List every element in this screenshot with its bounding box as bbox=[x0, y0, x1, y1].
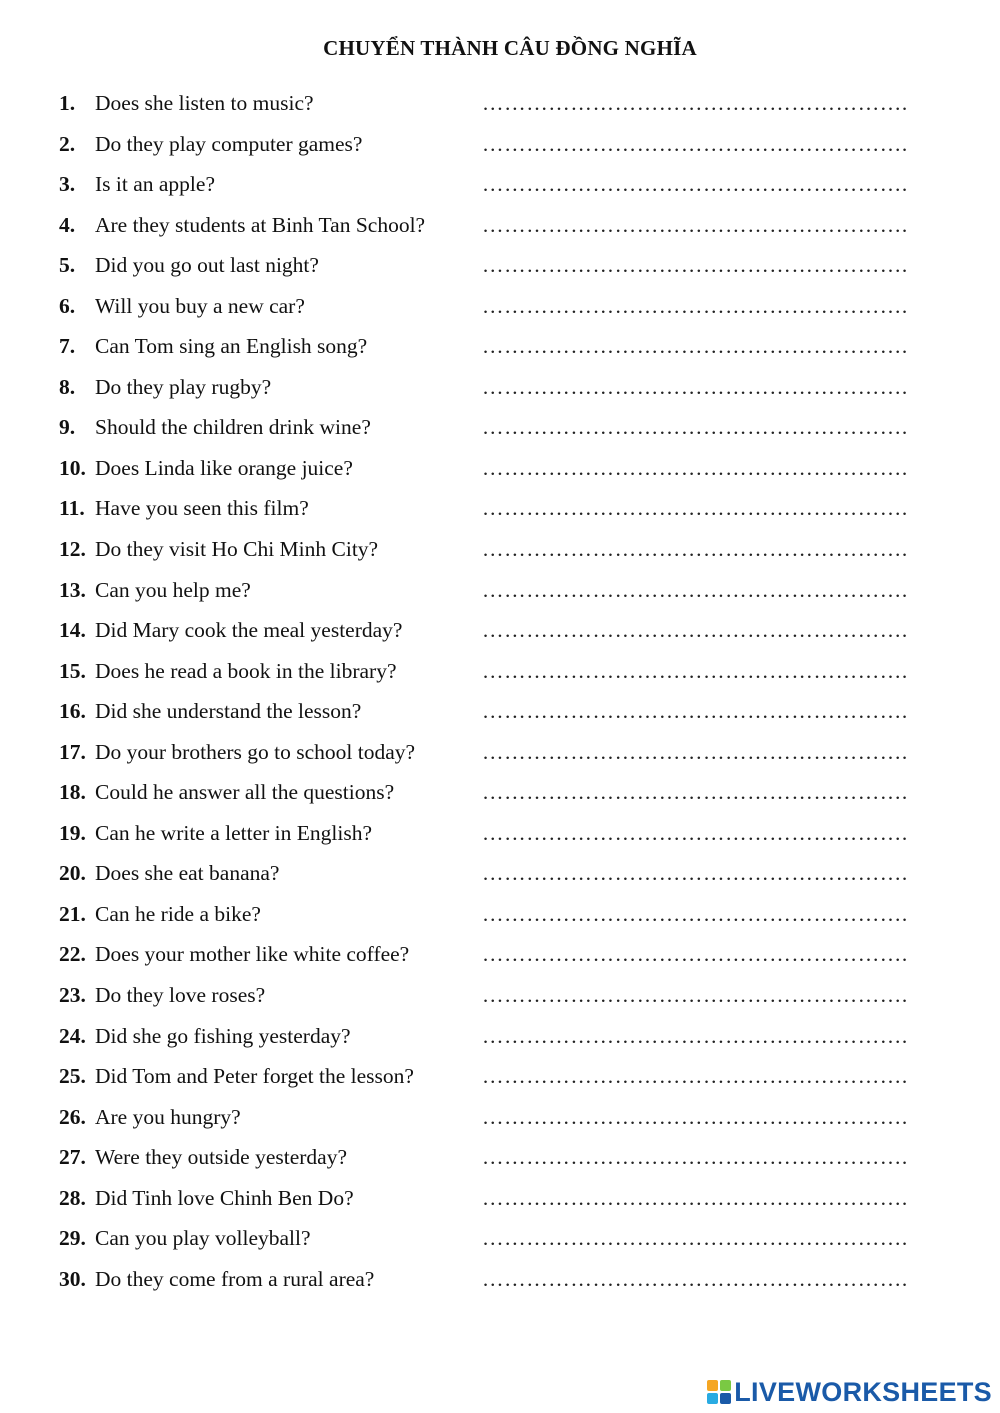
answer-blank[interactable]: …………………………………………………. bbox=[482, 374, 908, 399]
question-number: 13. bbox=[59, 577, 86, 602]
question-number: 10. bbox=[59, 455, 86, 480]
answer-blank[interactable]: …………………………………………………. bbox=[482, 91, 908, 115]
question-text: Can he ride a bike? bbox=[95, 901, 261, 926]
question-row bbox=[59, 736, 959, 777]
question-number: 7. bbox=[59, 334, 76, 359]
answer-blank[interactable]: …………………………………………………. bbox=[482, 334, 908, 359]
question-row bbox=[59, 938, 959, 979]
answer-blank[interactable]: …………………………………………………. bbox=[482, 212, 908, 237]
question-number: 20. bbox=[59, 861, 86, 886]
question-number: 25. bbox=[59, 1064, 86, 1089]
answer-blank[interactable]: …………………………………………………. bbox=[482, 739, 908, 764]
question-row bbox=[59, 411, 959, 452]
question-number: 16. bbox=[59, 699, 86, 724]
answer-blank[interactable]: …………………………………………………. bbox=[482, 293, 908, 318]
question-row bbox=[59, 857, 959, 898]
answer-blank[interactable]: …………………………………………………. bbox=[482, 780, 908, 805]
liveworksheets-logo-icon bbox=[707, 1380, 731, 1404]
question-row bbox=[59, 655, 959, 696]
answer-blank[interactable]: …………………………………………………. bbox=[482, 618, 908, 643]
question-text: Can he write a letter in English? bbox=[95, 820, 373, 845]
question-number: 3. bbox=[59, 172, 76, 197]
question-text: Did she go fishing yesterday? bbox=[95, 1023, 351, 1048]
question-text: Did Tom and Peter forget the lesson? bbox=[95, 1064, 414, 1089]
question-row bbox=[59, 290, 959, 331]
question-row bbox=[59, 979, 959, 1020]
question-text: Does she eat banana? bbox=[95, 861, 280, 886]
answer-blank[interactable]: …………………………………………………. bbox=[482, 1266, 908, 1291]
answer-blank[interactable]: …………………………………………………. bbox=[482, 1104, 908, 1129]
question-number: 2. bbox=[59, 131, 76, 156]
question-text: Can you play volleyball? bbox=[95, 1226, 311, 1251]
question-row bbox=[59, 695, 959, 736]
question-text: Does Linda like orange juice? bbox=[95, 455, 353, 480]
question-list bbox=[59, 87, 959, 1303]
answer-blank[interactable]: …………………………………………………. bbox=[482, 172, 908, 197]
answer-blank[interactable]: …………………………………………………. bbox=[482, 577, 908, 602]
question-text: Did you go out last night? bbox=[95, 253, 319, 278]
question-text: Do they play computer games? bbox=[95, 131, 363, 156]
question-number: 26. bbox=[59, 1104, 86, 1129]
answer-blank[interactable]: …………………………………………………. bbox=[482, 820, 908, 845]
question-row bbox=[59, 1263, 959, 1304]
question-row bbox=[59, 492, 959, 533]
question-number: 8. bbox=[59, 374, 76, 399]
question-text: Did she understand the lesson? bbox=[95, 699, 362, 724]
question-row bbox=[59, 330, 959, 371]
question-number: 30. bbox=[59, 1266, 86, 1291]
question-text: Are they students at Binh Tan School? bbox=[95, 212, 426, 237]
question-number: 4. bbox=[59, 212, 76, 237]
answer-blank[interactable]: …………………………………………………. bbox=[482, 415, 908, 440]
question-number: 11. bbox=[59, 496, 85, 521]
question-text: Do they play rugby? bbox=[95, 374, 272, 399]
liveworksheets-logo bbox=[707, 1377, 992, 1407]
question-text: Do they love roses? bbox=[95, 983, 266, 1008]
question-text: Will you buy a new car? bbox=[95, 293, 305, 318]
question-row bbox=[59, 168, 959, 209]
answer-blank[interactable]: …………………………………………………. bbox=[482, 658, 908, 683]
answer-blank[interactable]: …………………………………………………. bbox=[482, 901, 908, 926]
answer-blank[interactable]: …………………………………………………. bbox=[482, 1226, 908, 1251]
logo-text: LIVEWORKSHEETS bbox=[734, 1376, 992, 1407]
question-number: 15. bbox=[59, 658, 86, 683]
question-number: 21. bbox=[59, 901, 86, 926]
question-text: Do they visit Ho Chi Minh City? bbox=[95, 537, 379, 562]
question-row bbox=[59, 1222, 959, 1263]
question-number: 5. bbox=[59, 253, 76, 278]
question-text: Can you help me? bbox=[95, 577, 251, 602]
question-number: 12. bbox=[59, 537, 86, 562]
question-row bbox=[59, 533, 959, 574]
question-row bbox=[59, 776, 959, 817]
question-row bbox=[59, 371, 959, 412]
question-number: 27. bbox=[59, 1145, 86, 1170]
question-text: Are you hungry? bbox=[95, 1104, 241, 1129]
question-row bbox=[59, 898, 959, 939]
answer-blank[interactable]: …………………………………………………. bbox=[482, 1185, 908, 1210]
question-number: 28. bbox=[59, 1185, 86, 1210]
question-text: Does he read a book in the library? bbox=[95, 658, 397, 683]
question-text: Do they come from a rural area? bbox=[95, 1266, 375, 1291]
question-text: Did Tinh love Chinh Ben Do? bbox=[95, 1185, 354, 1210]
question-text: Were they outside yesterday? bbox=[95, 1145, 347, 1170]
question-number: 19. bbox=[59, 820, 86, 845]
question-text: Did Mary cook the meal yesterday? bbox=[95, 618, 403, 643]
question-text: Could he answer all the questions? bbox=[95, 780, 395, 805]
question-row bbox=[59, 574, 959, 615]
question-text: Is it an apple? bbox=[95, 172, 215, 197]
question-number: 22. bbox=[59, 942, 86, 967]
question-row bbox=[59, 87, 959, 128]
question-text: Does your mother like white coffee? bbox=[95, 942, 410, 967]
question-number: 9. bbox=[59, 415, 76, 440]
question-row bbox=[59, 128, 959, 169]
question-text: Have you seen this film? bbox=[95, 496, 309, 521]
question-row bbox=[59, 614, 959, 655]
question-text: Does she listen to music? bbox=[95, 91, 314, 115]
question-row bbox=[59, 817, 959, 858]
question-text: Do your brothers go to school today? bbox=[95, 739, 416, 764]
answer-blank[interactable]: …………………………………………………. bbox=[482, 131, 908, 156]
answer-blank[interactable]: …………………………………………………. bbox=[482, 983, 908, 1008]
question-text: Should the children drink wine? bbox=[95, 415, 371, 440]
question-row bbox=[59, 1101, 959, 1142]
question-row bbox=[59, 1060, 959, 1101]
worksheet-title: CHUYỂN THÀNH CÂU ĐỒNG NGHĨA bbox=[323, 36, 697, 60]
question-row bbox=[59, 452, 959, 493]
question-row bbox=[59, 1020, 959, 1061]
question-row bbox=[59, 1141, 959, 1182]
answer-blank[interactable]: …………………………………………………. bbox=[482, 253, 908, 278]
answer-blank[interactable]: …………………………………………………. bbox=[482, 942, 908, 967]
question-text: Can Tom sing an English song? bbox=[95, 334, 368, 359]
question-number: 17. bbox=[59, 739, 86, 764]
answer-blank[interactable]: …………………………………………………. bbox=[482, 699, 908, 724]
question-number: 6. bbox=[59, 293, 76, 318]
answer-blank[interactable]: …………………………………………………. bbox=[482, 537, 908, 562]
question-row bbox=[59, 1182, 959, 1223]
answer-blank[interactable]: …………………………………………………. bbox=[482, 861, 908, 886]
question-number: 24. bbox=[59, 1023, 86, 1048]
question-number: 18. bbox=[59, 780, 86, 805]
answer-blank[interactable]: …………………………………………………. bbox=[482, 1023, 908, 1048]
question-number: 23. bbox=[59, 983, 86, 1008]
question-number: 29. bbox=[59, 1226, 86, 1251]
answer-blank[interactable]: …………………………………………………. bbox=[482, 496, 908, 521]
answer-blank[interactable]: …………………………………………………. bbox=[482, 455, 908, 480]
answer-blank[interactable]: …………………………………………………. bbox=[482, 1145, 908, 1170]
question-row bbox=[59, 209, 959, 250]
question-row bbox=[59, 249, 959, 290]
question-number: 14. bbox=[59, 618, 86, 643]
question-number: 1. bbox=[59, 91, 76, 115]
answer-blank[interactable]: …………………………………………………. bbox=[482, 1064, 908, 1089]
